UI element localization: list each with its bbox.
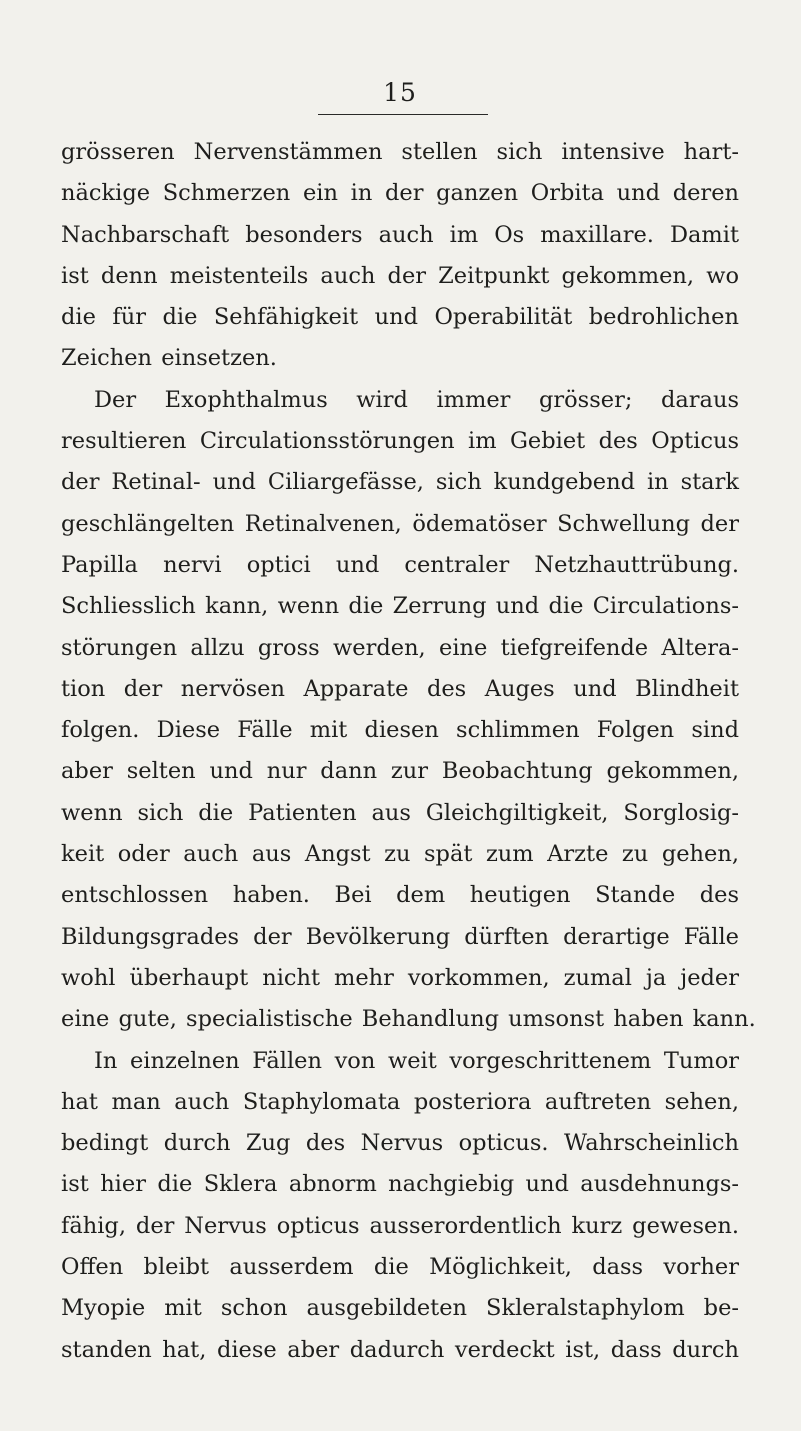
text-line: ist denn meistenteils auch der Zeitpunkt gekommen, wo bbox=[61, 262, 739, 289]
text-line: fähig, der Nervus opticus ausserordentlich kurz gewesen. bbox=[61, 1212, 739, 1239]
text-line: Offen bleibt ausserdem die Möglichkeit, dass vorher bbox=[61, 1254, 739, 1281]
text-line: standen hat, diese aber dadurch verdeckt ist, dass durch bbox=[61, 1336, 739, 1363]
text-line: Nachbarschaft besonders auch im Os maxillare. Damit bbox=[61, 221, 739, 248]
page-number-rule bbox=[318, 114, 488, 115]
text-line: störungen allzu gross werden, eine tiefgreifende Altera- bbox=[61, 634, 739, 661]
text-line: Myopie mit schon ausgebildeten Skleralstaphylom be- bbox=[61, 1295, 739, 1322]
text-line: wohl überhaupt nicht mehr vorkommen, zumal ja jeder bbox=[61, 964, 739, 991]
text-line: tion der nervösen Apparate des Auges und Blindheit bbox=[61, 675, 739, 702]
text-line: entschlossen haben. Bei dem heutigen Stande des bbox=[61, 882, 739, 909]
text-line: hat man auch Staphylomata posteriora auftreten sehen, bbox=[61, 1088, 739, 1115]
text-line: Schliesslich kann, wenn die Zerrung und die Circulations- bbox=[61, 593, 739, 620]
body-text bbox=[61, 132, 756, 1371]
text-line: geschlängelten Retinalvenen, ödematöser Schwellung der bbox=[61, 510, 739, 537]
text-line: Zeichen einsetzen. bbox=[61, 345, 277, 372]
text-line: eine gute, specialistische Behandlung umsonst haben kann. bbox=[61, 1006, 756, 1033]
text-line: näckige Schmerzen ein in der ganzen Orbita und deren bbox=[61, 180, 739, 207]
text-line: die für die Sehfähigkeit und Operabilität bedrohlichen bbox=[61, 304, 739, 331]
text-line: Der Exophthalmus wird immer grösser; daraus bbox=[94, 386, 739, 413]
text-line: resultieren Circulationsstörungen im Gebiet des Opticus bbox=[61, 428, 739, 455]
page-number: 15 bbox=[383, 78, 417, 107]
text-line: bedingt durch Zug des Nervus opticus. Wahrscheinlich bbox=[61, 1130, 739, 1157]
text-line: grösseren Nervenstämmen stellen sich intensive hart- bbox=[61, 139, 739, 165]
text-line: In einzelnen Fällen von weit vorgeschrittenem Tumor bbox=[94, 1047, 739, 1074]
text-line: Bildungsgrades der Bevölkerung dürften derartige Fälle bbox=[61, 923, 739, 950]
text-line: wenn sich die Patienten aus Gleichgiltigkeit, Sorglosig- bbox=[61, 799, 739, 826]
text-line: keit oder auch aus Angst zu spät zum Arzte zu gehen, bbox=[61, 841, 739, 868]
text-line: folgen. Diese Fälle mit diesen schlimmen Folgen sind bbox=[61, 717, 739, 744]
text-line: ist hier die Sklera abnorm nachgiebig und ausdehnungs- bbox=[61, 1171, 739, 1198]
text-line: aber selten und nur dann zur Beobachtung gekommen, bbox=[61, 758, 739, 785]
text-line: Papilla nervi optici und centraler Netzhauttrübung. bbox=[61, 551, 739, 578]
text-line: der Retinal- und Ciliargefässe, sich kundgebend in stark bbox=[61, 469, 739, 496]
